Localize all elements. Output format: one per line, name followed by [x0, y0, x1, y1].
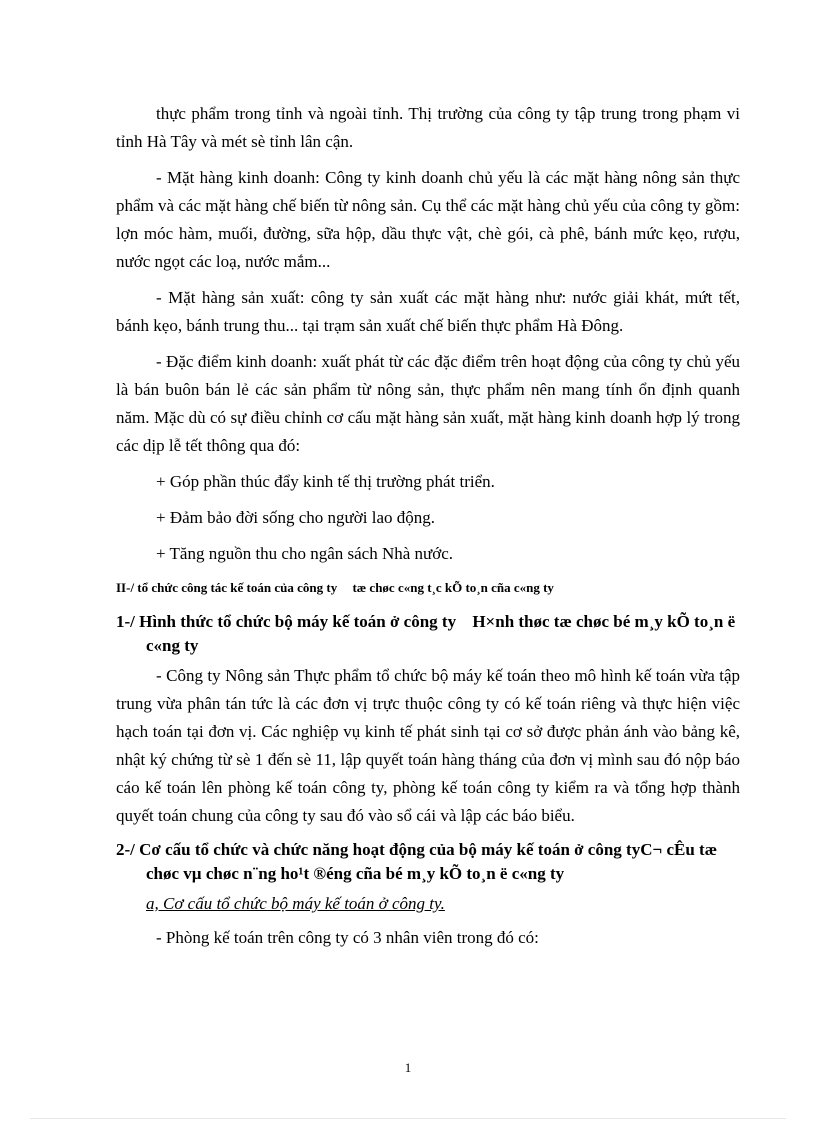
heading-1-title: 1-/ Hình thức tổ chức bộ máy kế toán ở công ty [116, 612, 457, 631]
heading-2 [116, 838, 740, 886]
paragraph-market: thực phẩm trong tỉnh và ngoài tỉnh. Thị trường của công ty tập trung trong phạm vi tỉnh Hà Tây và mét sè tỉnh lân cận. [116, 104, 740, 151]
subheading-a: a, Cơ cấu tổ chức bộ máy kế toán ở công ty. [146, 894, 445, 913]
paragraph-accounting-model: - Công ty Nông sản Thực phẩm tổ chức bộ máy kế toán theo mô hình kế toán vừa tập trung vừa phân tán tức là các đơn vị trực thuộc công ty có kế toán riêng và thực hiện việc hạch toán tại đơn vị. Các nghiệp vụ kinh tế phát sinh tại cơ sở được phản ánh vào bảng kê, nhật ký chứng từ sè 1 đến sè 11, lập quyết toán hàng tháng của đơn vị mình sau đó nộp báo cáo kế toán lên phòng kế toán công ty, phòng kế toán công ty kiểm ra và tổng hợp thành quyết toán chung của công ty sau đó vào sổ cái và lập các báo biểu. [116, 666, 740, 825]
bullet-item: + Góp phần thúc đẩy kinh tế thị trường phát triển. [156, 472, 495, 491]
heading-2-garbled: C¬ cÊu tæ chøc vµ chøc n¨ng ho¹t ®éng cña bé m¸y kÕ to¸n ë c«ng ty [146, 840, 717, 883]
paragraph-business-goods: - Mặt hàng kinh doanh: Công ty kinh doanh chủ yếu là các mặt hàng nông sản thực phẩm và các mặt hàng chế biến từ nông sản. Cụ thể các mặt hàng chủ yếu của công ty gồm: lợn móc hàm, muối, đường, sữa hộp, dầu thực vật, chè gói, cà phê, bánh mức kẹo, rượu, nước ngọt các loạ, nước mắm... [116, 168, 740, 271]
page-content [116, 100, 740, 960]
section-heading-2-garbled: tæ chøc c«ng t¸c kÕ to¸n cña c«ng ty [352, 580, 554, 595]
section-heading-2 [116, 576, 740, 600]
paragraph-staff: - Phòng kế toán trên công ty có 3 nhân viên trong đó có: [156, 928, 539, 947]
paragraph-business-features: - Đặc điểm kinh doanh: xuất phát từ các đặc điểm trên hoạt động của công ty chủ yếu là bán buôn bán lẻ các sản phẩm từ nông sản, thực phẩm nên mang tính ổn định quanh năm. Mặc dù có sự điều chỉnh cơ cấu mặt hàng sản xuất, mặt hàng kinh doanh hợp lý trong các dịp lễ tết thông qua đó: [116, 352, 740, 455]
paragraph-production-goods: - Mặt hàng sản xuất: công ty sản xuất các mặt hàng như: nước giải khát, mứt tết, bánh kẹo, bánh trung thu... tại trạm sản xuất chế biến thực phẩm Hà Đông. [116, 288, 740, 335]
heading-1-garbled: H×nh thøc tæ chøc bé m¸y kÕ to¸n ë c«ng ty [146, 612, 736, 655]
bullet-item: + Đảm bảo đời sống cho người lao động. [156, 508, 435, 527]
heading-2-title: 2-/ Cơ cấu tổ chức và chức năng hoạt động của bộ máy kế toán ở công ty [116, 840, 641, 859]
section-heading-2-title: II-/ tổ chức công tác kế toán của công ty [116, 580, 338, 595]
page-bottom-divider [30, 1118, 786, 1119]
page-number: 1 [404, 1060, 412, 1075]
heading-1 [116, 610, 740, 658]
bullet-item: + Tăng nguồn thu cho ngân sách Nhà nước. [156, 544, 454, 563]
